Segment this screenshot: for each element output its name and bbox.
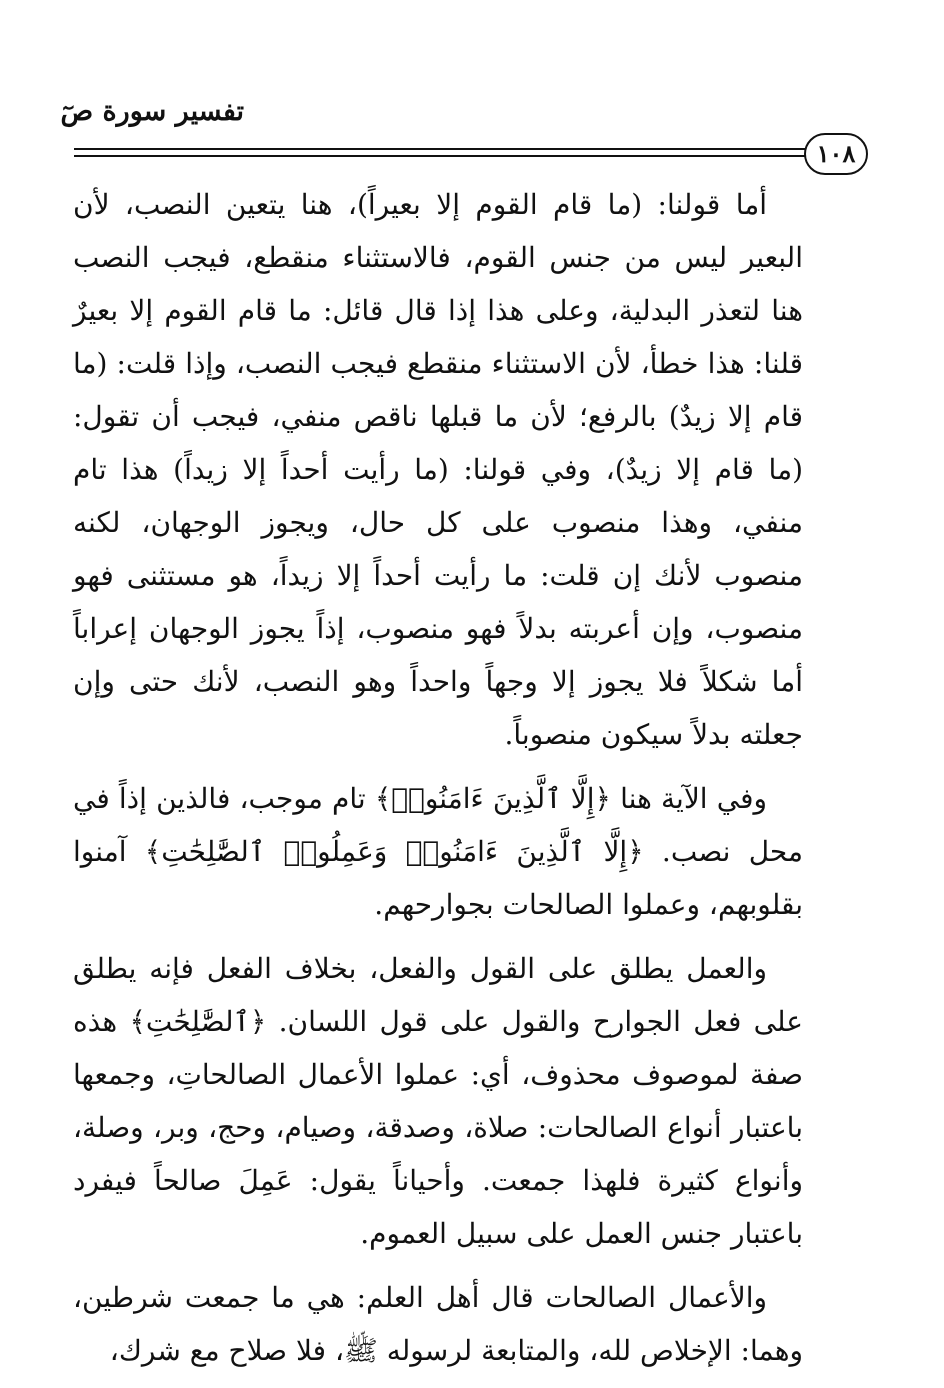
running-title: تفسير سورة صٓ bbox=[60, 96, 244, 127]
body-text bbox=[73, 178, 803, 1388]
header-rule-top bbox=[74, 148, 818, 150]
paragraph-deeds-meaning: والعمل يطلق على القول والفعل، بخلاف الفعل فإنه يطلق على فعل الجوارح والقول على قول اللسان. ﴿ٱلصَّٰلِحَٰتِ﴾ هذه صفة لموصوف محذوف، أي: عملوا الأعمال الصالحاتِ، وجمعها باعتبار أنواع الصالحات: صلاة، وصدقة، وصيام، وحج، وبر، وصلة، وأنواع كثيرة فلهذا جمعت. وأحياناً يقول: عَمِلَ صالحاً فيفرد باعتبار جنس العمل على سبيل العموم. bbox=[73, 952, 803, 1250]
paragraph-conditions: والأعمال الصالحات قال أهل العلم: هي ما جمعت شرطين، وهما: الإخلاص لله، والمتابعة لرسوله ﷺ، فلا صلاح مع شرك، bbox=[73, 1281, 803, 1367]
paragraph-verse-analysis: وفي الآية هنا ﴿إِلَّا ٱلَّذِينَ ءَامَنُوا۟﴾ تام موجب، فالذين إذاً في محل نصب. ﴿إِلَّا ٱلَّذِينَ ءَامَنُوا۟ وَعَمِلُوا۟ ٱلصَّٰلِحَٰتِ﴾ آمنوا بقلوبهم، وعملوا الصالحات بجوارحهم. bbox=[73, 782, 803, 921]
header-rule-bottom bbox=[74, 155, 818, 157]
page-number: ١٠٨ bbox=[804, 133, 868, 175]
paragraph-exception-grammar: أما قولنا: (ما قام القوم إلا بعيراً)، هنا يتعين النصب، لأن البعير ليس من جنس القوم، فالاستثناء منقطع، فيجب النصب هنا لتعذر البدلية، وعلى هذا إذا قال قائل: ما قام القوم إلا بعيرٌ قلنا: هذا خطأ، لأن الاستثناء منقطع فيجب النصب، وإذا قلت: (ما قام إلا زيدٌ) بالرفع؛ لأن ما قبلها ناقص منفي، فيجب أن تقول: (ما قام إلا زيدٌ)، وفي قولنا: (ما رأيت أحداً إلا زيداً) هذا تام منفي، وهذا منصوب على كل حال، ويجوز الوجهان، لكنه منصوب لأنك إن قلت: ما رأيت أحداً إلا زيداً، هو مستثنى فهو منصوب، وإن أعربته بدلاً فهو منصوب، إذاً يجوز الوجهان إعراباً أما شكلاً فلا يجوز إلا وجهاً واحداً وهو النصب، لأنك حتى وإن جعلته بدلاً سيكون منصوباً. bbox=[73, 188, 803, 751]
